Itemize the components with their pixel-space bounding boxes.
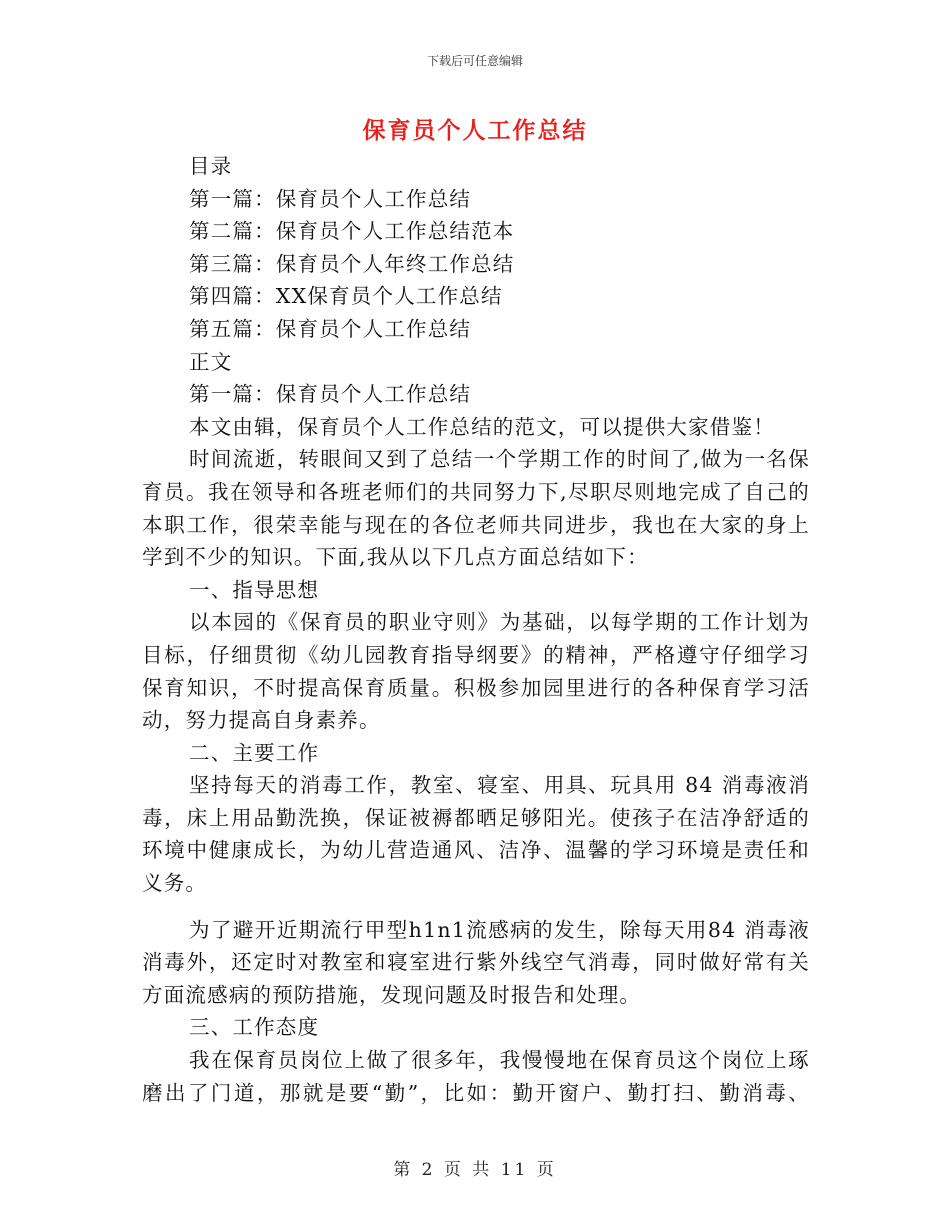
paragraph (142, 914, 810, 1012)
paragraph-line: 目标，仔细贯彻《幼儿园教育指导纲要》的精神，严格遵守仔细学习 (142, 642, 810, 667)
paragraph-line: 磨出了门道，那就是要“勤”，比如：勤开窗户、勤打扫、勤消毒、 (142, 1080, 810, 1105)
header-note: 下载后可任意编辑 (426, 54, 523, 68)
section-heading: 三、工作态度 (189, 1015, 320, 1040)
paragraph (142, 606, 810, 736)
paragraph-line: 学到不少的知识。下面,我从以下几点方面总结如下： (142, 545, 649, 570)
toc-item: 第二篇：保育员个人工作总结范本 (189, 219, 515, 244)
toc-item: 第五篇：保育员个人工作总结 (189, 316, 472, 341)
paragraph (142, 443, 810, 573)
paragraph-line: 本职工作，很荣幸能与现在的各位老师共同进步，我也在大家的身上 (142, 512, 810, 537)
paragraph-line: 消毒外，还定时对教室和寝室进行紫外线空气消毒，同时做好常有关 (142, 950, 810, 975)
section-heading: 二、主要工作 (189, 740, 320, 765)
paragraph-line: 坚持每天的消毒工作，教室、寝室、用具、玩具用 84 消毒液消 (189, 773, 810, 798)
paragraph-line: 动，努力提高自身素养。 (142, 708, 381, 733)
body-heading: 正文 (189, 349, 233, 374)
paragraph (142, 1044, 810, 1109)
document-title: 保育员个人工作总结 (362, 118, 588, 144)
intro-line: 本文由辑，保育员个人工作总结的范文，可以提供大家借鉴！ (189, 414, 775, 439)
paragraph-line: 毒，床上用品勤洗换，保证被褥都晒足够阳光。使孩子在洁净舒适的 (142, 805, 810, 830)
paragraph-line: 育员。我在领导和各班老师们的共同努力下,尽职尽则地完成了自己的 (142, 479, 810, 504)
paragraph-line: 方面流感病的预防措施，发现问题及时报告和处理。 (142, 982, 642, 1007)
toc-item: 第三篇：保育员个人年终工作总结 (189, 251, 515, 276)
paragraph (142, 769, 810, 899)
toc-item: 第一篇：保育员个人工作总结 (189, 186, 472, 211)
toc-item: 第四篇：XX保育员个人工作总结 (189, 284, 503, 309)
toc-heading: 目录 (189, 154, 233, 178)
document-body (142, 150, 810, 1109)
paragraph-line: 保育知识，不时提高保育质量。积极参加园里进行的各种保育学习活 (142, 675, 810, 700)
chapter-title: 第一篇：保育员个人工作总结 (189, 382, 472, 407)
paragraph-spacer (142, 900, 810, 914)
section-heading: 一、指导思想 (189, 577, 320, 602)
page-footer: 第 2 页 共 11 页 (393, 1160, 557, 1180)
paragraph-line: 为了避开近期流行甲型h1n1流感病的发生，除每天用84 消毒液 (189, 917, 810, 942)
paragraph-line: 我在保育员岗位上做了很多年，我慢慢地在保育员这个岗位上琢 (189, 1048, 810, 1073)
paragraph-line: 时间流逝，转眼间又到了总结一个学期工作的时间了,做为一名保 (189, 447, 810, 472)
paragraph-line: 义务。 (142, 871, 208, 896)
paragraph-line: 环境中健康成长，为幼儿营造通风、洁净、温馨的学习环境是责任和 (142, 838, 810, 863)
paragraph-line: 以本园的《保育员的职业守则》为基础，以每学期的工作计划为 (189, 610, 810, 635)
